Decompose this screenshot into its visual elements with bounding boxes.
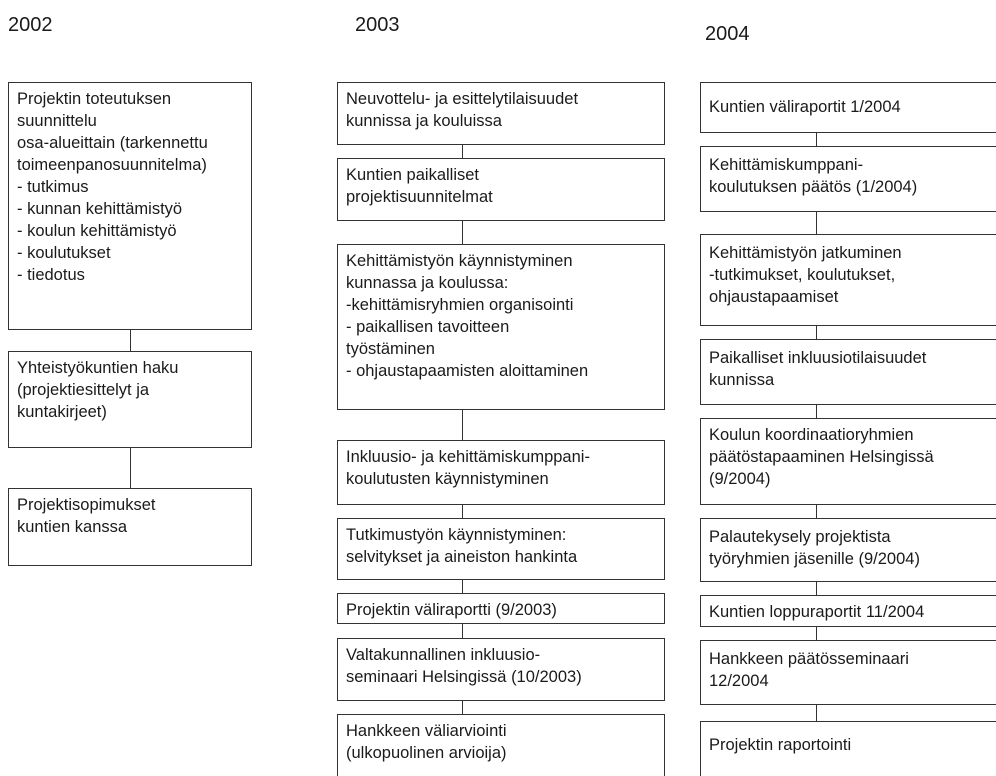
- step-box-2002-partner-search: Yhteistyökuntien haku (projektiesittelyt ja kuntakirjeet): [8, 351, 252, 448]
- step-box-2004-partner-training-end: Kehittämiskumppani- koulutuksen päätös (1/2004): [700, 146, 996, 212]
- connector-line: [462, 580, 463, 593]
- step-box-2003-training-start: Inkluusio- ja kehittämiskumppani- koulutusten käynnistyminen: [337, 440, 665, 505]
- step-box-2004-final-reports: Kuntien loppuraportit 11/2004: [700, 595, 996, 627]
- step-box-2003-interim-report: Projektin väliraportti (9/2003): [337, 593, 665, 624]
- connector-line: [130, 448, 131, 488]
- connector-line: [462, 410, 463, 440]
- connector-line: [130, 330, 131, 351]
- step-box-2003-development-start: Kehittämistyön käynnistyminen kunnassa ja koulussa: -kehittämisryhmien organisointi - paikallisen tavoitteen työstäminen - ohjaustapaamisten aloittaminen: [337, 244, 665, 410]
- step-box-2002-agreements: Projektisopimukset kuntien kanssa: [8, 488, 252, 566]
- connector-line: [462, 145, 463, 158]
- connector-line: [816, 705, 817, 721]
- step-box-2004-local-events: Paikalliset inkluusiotilaisuudet kunnissa: [700, 339, 996, 405]
- step-box-2004-development-continues: Kehittämistyön jatkuminen -tutkimukset, koulutukset, ohjaustapaamiset: [700, 234, 996, 326]
- connector-line: [816, 582, 817, 595]
- connector-line: [816, 212, 817, 234]
- connector-line: [462, 624, 463, 638]
- year-heading-2003: 2003: [355, 14, 400, 36]
- step-box-2002-planning: Projektin toteutuksen suunnittelu osa-alueittain (tarkennettu toimeenpanosuunnitelma) - tutkimus - kunnan kehittämistyö - koulun kehittämistyö - koulutukset - tiedotus: [8, 82, 252, 330]
- connector-line: [816, 627, 817, 640]
- connector-line: [462, 505, 463, 518]
- connector-line: [816, 133, 817, 146]
- connector-line: [462, 701, 463, 714]
- step-box-2004-municipal-interim-reports: Kuntien väliraportit 1/2004: [700, 82, 996, 133]
- step-box-2003-negotiations: Neuvottelu- ja esittelytilaisuudet kunnissa ja kouluissa: [337, 82, 665, 145]
- year-heading-2002: 2002: [8, 14, 53, 36]
- step-box-2004-closing-seminar: Hankkeen päätösseminaari 12/2004: [700, 640, 996, 705]
- year-heading-2004: 2004: [705, 23, 750, 45]
- connector-line: [816, 326, 817, 339]
- step-box-2004-coordination-meeting: Koulun koordinaatioryhmien päätöstapaaminen Helsingissä (9/2004): [700, 418, 996, 505]
- step-box-2003-local-plans: Kuntien paikalliset projektisuunnitelmat: [337, 158, 665, 221]
- step-box-2003-seminar: Valtakunnallinen inkluusio- seminaari Helsingissä (10/2003): [337, 638, 665, 701]
- connector-line: [816, 505, 817, 518]
- step-box-2003-research-start: Tutkimustyön käynnistyminen: selvitykset ja aineiston hankinta: [337, 518, 665, 580]
- step-box-2004-feedback-survey: Palautekysely projektista työryhmien jäsenille (9/2004): [700, 518, 996, 582]
- step-box-2003-interim-evaluation: Hankkeen väliarviointi (ulkopuolinen arvioija): [337, 714, 665, 776]
- connector-line: [816, 405, 817, 418]
- step-box-2004-project-reporting: Projektin raportointi: [700, 721, 996, 776]
- connector-line: [462, 221, 463, 244]
